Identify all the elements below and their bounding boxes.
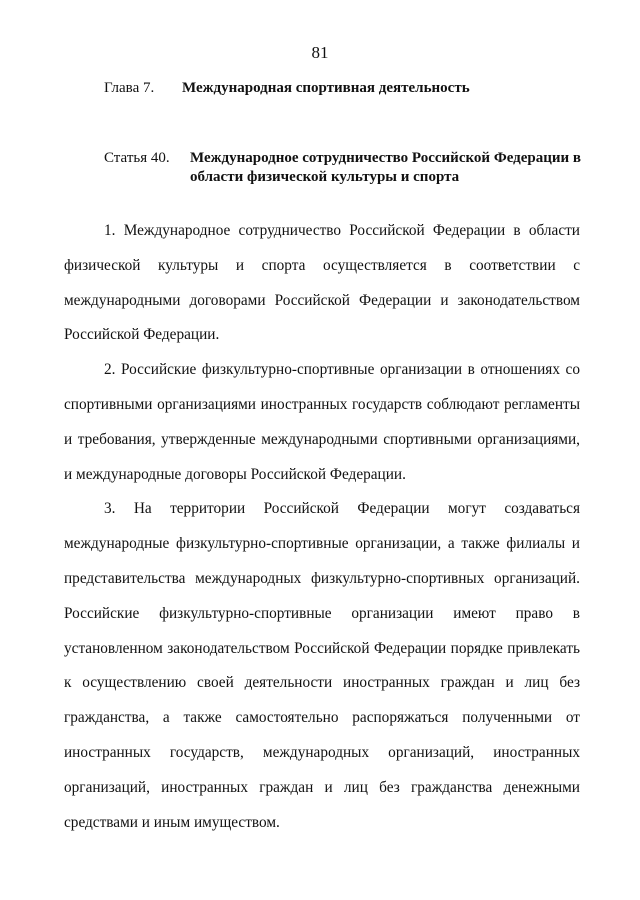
- chapter-label: Глава 7.: [104, 80, 155, 96]
- article-heading: [104, 149, 584, 187]
- paragraph-3: 3. На территории Российской Федерации могут создаваться международные физкультурно-спортивные организации, а также филиалы и представительства международных физкультурно-спортивных организаций. Российские физкультурно-спортивные организации имеют право в установленном законодательством Российской Федерации порядке привлекать к осуществлению своей деятельности иностранных граждан и лиц без гражданства, а также самостоятельно распоряжаться полученными от иностранных государств, международных организаций, иностранных организаций, иностранных граждан и лиц без гражданства денежными средствами и иным имуществом.: [64, 500, 580, 831]
- page-number: 81: [311, 43, 329, 62]
- paragraph-1: 1. Международное сотрудничество Российской Федерации в области физической культуры и спорта осуществляется в соответствии с международными договорами Российской Федерации и законодательством Российской Федерации.: [64, 222, 580, 344]
- article-label: Статья 40.: [104, 150, 170, 166]
- article-title: Международное сотрудничество Российской Федерации в области физической культуры и спорта: [190, 150, 582, 185]
- chapter-title: Международная спортивная деятельность: [182, 80, 470, 96]
- paragraph-2: 2. Российские физкультурно-спортивные организации в отношениях со спортивными организациями иностранных государств соблюдают регламенты и требования, утвержденные международными спортивными организациями, и международные договоры Российской Федерации.: [64, 361, 580, 483]
- article-body: [64, 214, 580, 840]
- chapter-heading: [104, 80, 470, 97]
